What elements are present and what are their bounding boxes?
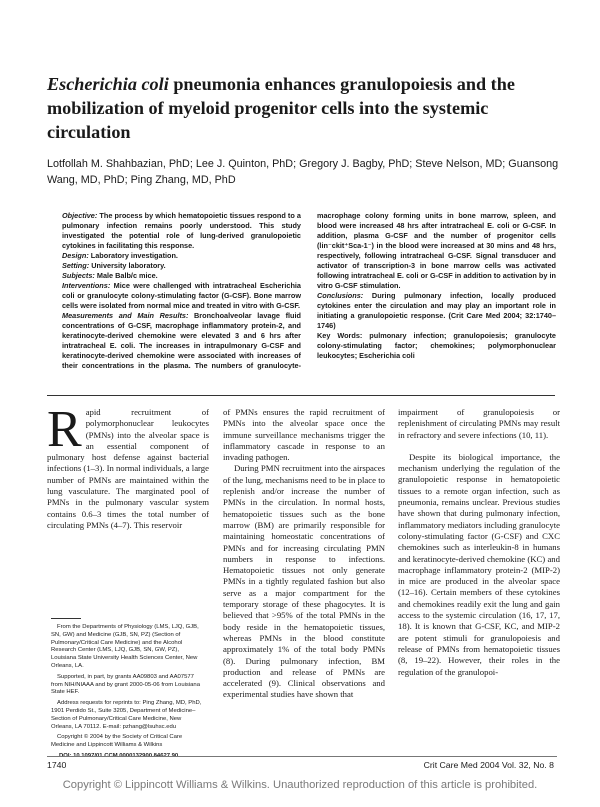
body-column-1 [47,407,209,617]
objective-label: Objective: [62,211,98,220]
col3-paragraph-1: impairment of granulopoiesis or replenishment of circulating PMNs may result in refractory and severe infections (10, 11). [398,407,560,440]
title-italic: Escherichia coli [47,74,169,94]
abstract-objective [62,211,301,251]
col2-paragraph-1: of PMNs ensures the rapid recruitment of PMNs into the alveolar space once the immune surveillance mechanisms trigger the inflammatory cascade in response to an invading pathogen. [223,407,385,463]
design-label: Design: [62,251,89,260]
body-column-2 [223,407,385,757]
col3-paragraph-2: Despite its biological importance, the mechanism underlying the regulation of the granulopoietic response in hematopoietic tissues to a remote organ infection, such as pneumonia, remains unclear. Previous studies have shown that during pulmonary infection, inflammatory mediators including granulocyte colony-stimulating factor (G-CSF) and CXC chemokines such as interleukin-8 in humans and keratinocyte-derived chemokine (KC) and macrophage inflammatory protein-2 (MIP-2) in mice are produced in the alveolar space (12–16). Certain members of these cytokines and chemokines readily exit the lung and gain access to the systemic circulation (16, 17, 17, 18). It is known that G-CSF, KC, and MIP-2 are potent stimuli for granulopoiesis and release of PMNs from hematopoietic tissues (8, 19–22). However, their roles in the regulation of the granulopoi- [398,451,560,677]
measurements-label: Measurements and Main Results: [62,311,189,320]
subjects-text: Male Balb/c mice. [94,271,158,280]
footnote-address: Address requests for reprints to: Ping Zhang, MD, PhD, 1901 Perdido St., Suite 3205, Department of Medicine–Section of Pulmonary/Critical Care Medicine, New Orleans, LA 70112. E-mail: pzhang@lsuhsc.edu [51,700,202,730]
page-number: 1740 [47,760,67,770]
copyright-notice: Copyright © Lippincott Williams & Wilkins. Unauthorized reproduction of this article is prohibited. [62,779,538,791]
col2-paragraph-2: During PMN recruitment into the airspaces of the lung, mechanisms need to be in place to replenish and/or increase the number of PMNs in the circulation. In normal hosts, hematopoietic tissues such as the bone marrow (BM) are primarily responsible for maintaining homeostatic concentrations of PMNs and for increasing circulating PMN numbers in response to infections. Hematopoietic tissues not only generate PMNs in a tightly regulated fashion but also serve as a major compartment for the temporary storage of these phagocytes. It is believed that >95% of the total PMNs in the body reside in the hematopoietic tissues, whereas PMNs in the blood constitute approximately 1% of the total body PMNs (8). During pulmonary infection, BM production and release of PMNs are accelerated (9). Clinical observations and experimental studies have shown that [223,463,385,700]
setting-text: University laboratory. [89,261,166,270]
abstract [62,211,556,371]
footnote-doi: DOI: 10.1097/01.CCM.0000132900.84627.90 [59,752,179,759]
author-list: Lotfollah M. Shahbazian, PhD; Lee J. Quinton, PhD; Gregory J. Bagby, PhD; Steve Nelson, MD; Guansong Wang, MD, PhD; Ping Zhang, MD, PhD [47,158,559,186]
abstract-design [62,251,301,261]
drop-cap: R [47,407,82,458]
abstract-setting [62,261,301,271]
body-column-3 [398,407,560,757]
intro-paragraph [47,407,209,531]
title-rest: pneumonia enhances granulopoiesis and the mobilization of myeloid progenitor cells into the systemic circulation [47,74,515,142]
journal-citation: Crit Care Med 2004 Vol. 32, No. 8 [423,760,554,770]
footnote [51,624,203,764]
footnote-divider [51,618,81,619]
objective-text: The process by which hematopoietic tissues respond to a pulmonary infection remains poorly understood. This study investigated the potential role of lung-derived granulopoietic cytokines in facilitating this response. [62,211,301,250]
article-title [47,72,567,144]
keywords-text: pulmonary infection; granulopoiesis; granulocyte colony-stimulating factor; chemokines; polymorphonuclear leukocytes; Escherichia coli [317,331,556,360]
abstract-conclusions [317,291,556,331]
measurements-text: Bronchoalveolar lavage fluid concentrations of G-CSF, macrophage inflammatory protein-2, and keratinocyte-derived chemokine were elevated 3 and 6 hrs after intratracheal E. coli. The increases in intrapulmonary G-CSF and keratinocyte-derived chemokine were associated with increases of their concentrations in the plasma. The numbers of granulocyte-macrophage colony forming units in bone marrow, spleen, and blood were increased 48 hrs after intratracheal E. coli or G-CSF. In addition, plasma G-CSF and the number of progenitor cells (lin⁻ckit⁺Sca-1⁻) in the blood were increased at 30 mins and 48 hrs, respectively, following intratracheal G-CSF. Signal transducer and activator of transcription-3 in bone marrow cells was activated following intratracheal E. coli or G-CSF in addition to activation by in vitro G-CSF stimulation. [62,211,556,370]
abstract-interventions [62,281,301,311]
footer-divider [47,756,557,757]
design-text: Laboratory investigation. [88,251,178,260]
setting-label: Setting: [62,261,90,270]
intro-text: apid recruitment of polymorphonuclear leukocytes (PMNs) into the alveolar space is an essential component of pulmonary host defense against bacterial infections (1–3). In normal individuals, a large number of PMNs are maintained within the lung vasculature. The marginated pool of PMNs in the pulmonary vascular system contains 0.6–3 times the total number of circulating PMNs (4–7). This reservoir [47,407,209,530]
footnote-support: Supported, in part, by grants AA09803 and AA07577 from NIH/NIAAA and by grant 2000-05-06 from Louisiana State HEF. [51,673,200,696]
conclusions-text: During pulmonary infection, locally produced cytokines enter the circulation and may play an important role in initiating a granulopoietic response. (Crit Care Med 2004; 32:1740–1746) [317,291,556,330]
abstract-keywords [317,331,556,361]
footnote-affiliation: From the Departments of Physiology (LMS, LJQ, GJB, SN, GW) and Medicine (GJB, SN, PZ) (Section of Pulmonary/Critical Care Medicine) and the Alcohol Research Center (LMS, LJQ, GJB, SN, GW, PZ), Louisiana State University Health Sciences Center, New Orleans, LA. [51,624,199,669]
interventions-text: Mice were challenged with intratracheal Escherichia coli or granulocyte colony-stimulating factor (G-CSF). Bone marrow cells were isolated from normal mice and treated in vitro with G-CSF. [62,281,301,310]
interventions-label: Interventions: [62,281,111,290]
subjects-label: Subjects: [62,271,95,280]
footnote-copyright: Copyright © 2004 by the Society of Critical Care Medicine and Lippincott Williams & Wilkins [51,734,183,749]
conclusions-label: Conclusions: [317,291,364,300]
keywords-label: Key Words: [317,331,363,340]
abstract-divider [47,395,555,396]
abstract-subjects [62,271,301,281]
